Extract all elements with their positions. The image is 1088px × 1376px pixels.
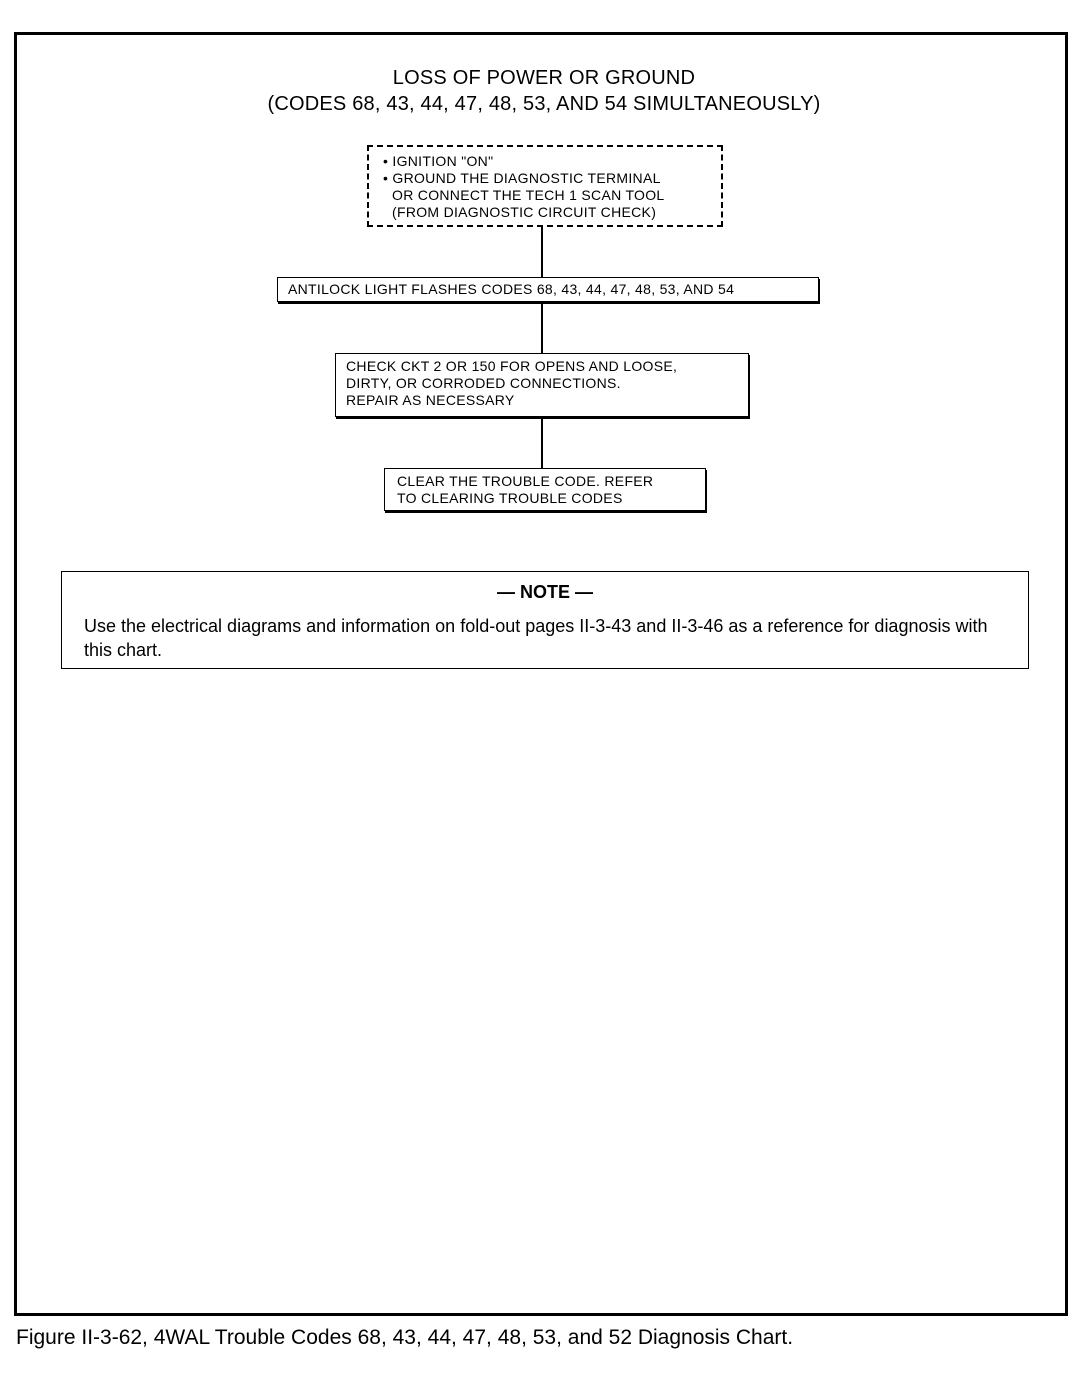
clear-line-2: TO CLEARING TROUBLE CODES: [397, 490, 623, 506]
check-line-1: CHECK CKT 2 OR 150 FOR OPENS AND LOOSE,: [346, 358, 678, 374]
start-line-4: (FROM DIAGNOSTIC CIRCUIT CHECK): [392, 204, 657, 220]
symptom-box: ANTILOCK LIGHT FLASHES CODES 68, 43, 44, 47, 48, 53, AND 54: [277, 277, 819, 302]
figure-caption: Figure II-3-62, 4WAL Trouble Codes 68, 43, 44, 47, 48, 53, and 52 Diagnosis Chart.: [16, 1326, 794, 1349]
note-box: [61, 571, 1029, 669]
start-line-2: • GROUND THE DIAGNOSTIC TERMINAL: [383, 170, 661, 186]
start-conditions-box: [367, 145, 723, 227]
check-line-3: REPAIR AS NECESSARY: [346, 392, 515, 408]
chart-frame: [14, 32, 1068, 1316]
check-line-2: DIRTY, OR CORRODED CONNECTIONS.: [346, 375, 621, 391]
check-circuit-box: [335, 353, 749, 417]
flow-connector: [541, 302, 543, 353]
flow-connector: [541, 227, 543, 277]
chart-subtitle: (CODES 68, 43, 44, 47, 48, 53, AND 54 SIMULTANEOUSLY): [267, 93, 821, 115]
flow-connector: [541, 417, 543, 468]
chart-title: LOSS OF POWER OR GROUND: [392, 67, 696, 89]
clear-line-1: CLEAR THE TROUBLE CODE. REFER: [397, 473, 654, 489]
start-line-3: OR CONNECT THE TECH 1 SCAN TOOL: [392, 187, 665, 203]
note-body: Use the electrical diagrams and information on fold-out pages II-3-43 and II-3-46 as a reference for diagnosis with this chart.: [84, 616, 988, 660]
start-line-1: • IGNITION "ON": [383, 153, 494, 169]
note-heading: — NOTE —: [496, 582, 593, 602]
clear-codes-box: [384, 468, 706, 511]
